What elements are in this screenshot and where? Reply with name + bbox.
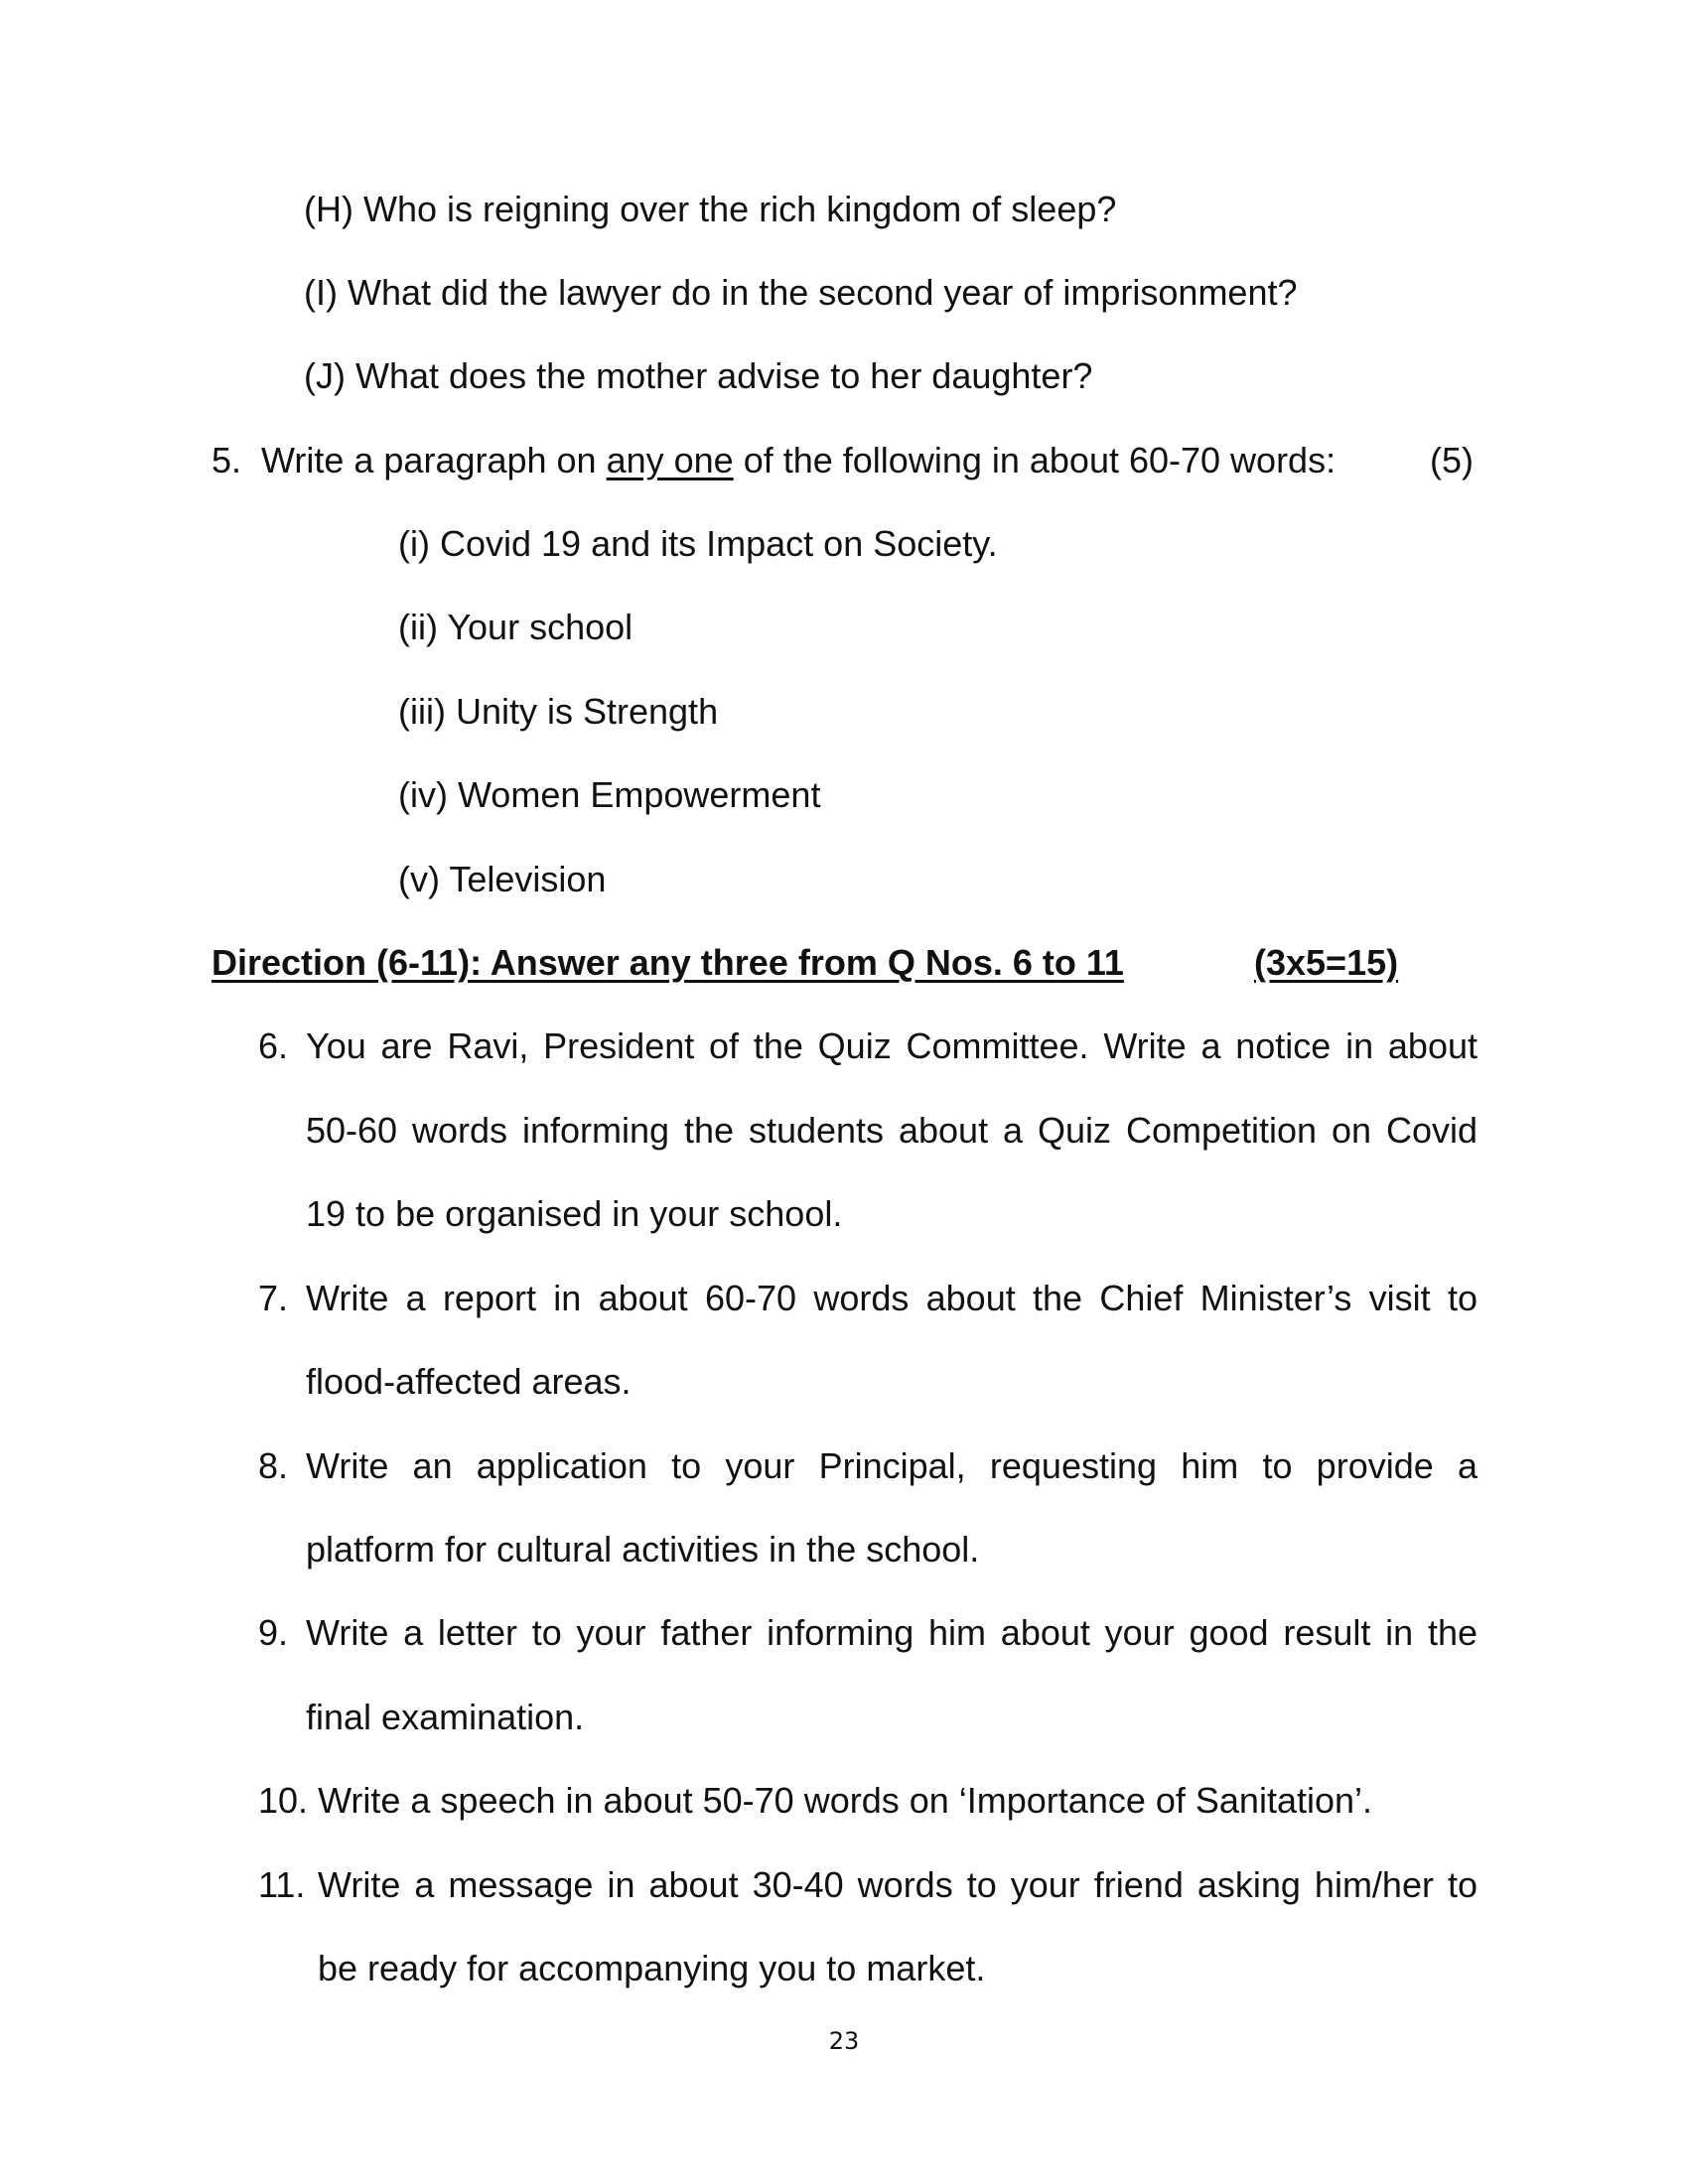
- direction-marks: (3x5=15): [1254, 942, 1399, 983]
- q5-option-5: (v) Television: [398, 859, 607, 899]
- emphasis-any-one: any one: [606, 440, 734, 480]
- question-4h: (H) Who is reigning over the rich kingdom of sleep?: [304, 189, 1117, 229]
- q6-line-1: You are Ravi, President of the Quiz Committee. Write a notice in about: [306, 1025, 1477, 1066]
- question-5-marks: (5): [1430, 440, 1474, 480]
- q7-line-2: flood-affected areas.: [306, 1361, 632, 1402]
- q8-line-1: Write an application to your Principal, requesting him to provide a: [306, 1445, 1477, 1486]
- q6-line-2: 50-60 words informing the students about a Quiz Competition on Covid: [306, 1110, 1477, 1151]
- q5-option-4: (iv) Women Empowerment: [398, 774, 821, 815]
- question-5: 5. Write a paragraph on any one of the following in about 60-70 words:: [211, 440, 1336, 480]
- q7-number: 7.: [258, 1278, 289, 1318]
- direction-heading: Direction (6-11): Answer any three from Q Nos. 6 to 11: [211, 942, 1124, 983]
- q11-line-1: Write a message in about 30-40 words to your friend asking him/her to: [318, 1864, 1477, 1905]
- q8-line-2: platform for cultural activities in the school.: [306, 1529, 980, 1570]
- q9-line-2: final examination.: [306, 1697, 585, 1737]
- q5-option-3: (iii) Unity is Strength: [398, 691, 719, 732]
- q5-option-2: (ii) Your school: [398, 607, 633, 647]
- q6-number: 6.: [258, 1025, 289, 1066]
- page-number: 23: [828, 2027, 860, 2055]
- q6-line-3: 19 to be organised in your school.: [306, 1193, 843, 1234]
- q7-line-1: Write a report in about 60-70 words about the Chief Minister’s visit to: [306, 1278, 1477, 1318]
- q5-option-1: (i) Covid 19 and its Impact on Society.: [398, 523, 998, 564]
- q10: 10. Write a speech in about 50-70 words on ‘Importance of Sanitation’.: [258, 1780, 1373, 1821]
- question-4i: (I) What did the lawyer do in the second year of imprisonment?: [304, 272, 1298, 313]
- question-4j: (J) What does the mother advise to her daughter?: [304, 355, 1093, 396]
- q11-line-2: be ready for accompanying you to market.: [318, 1948, 986, 1988]
- q11-number: 11.: [258, 1864, 306, 1905]
- q9-number: 9.: [258, 1612, 289, 1653]
- q8-number: 8.: [258, 1445, 289, 1486]
- q9-line-1: Write a letter to your father informing him about your good result in the: [306, 1612, 1477, 1653]
